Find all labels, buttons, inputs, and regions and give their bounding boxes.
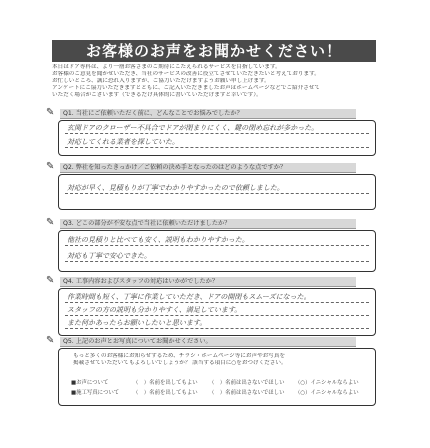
consent-choice[interactable]: （ ）名前を出してもよい	[133, 380, 198, 386]
question-2	[46, 161, 376, 210]
intro-line: お忙しいところ、誠に恐れ入りますが、ご協力いただけますようお願い申し上げます。	[52, 78, 270, 84]
consent-choice-selected[interactable]: （○）イニシャルならよい	[295, 380, 359, 386]
consent-choice[interactable]: （ ）名前を出してもよい	[133, 390, 198, 396]
question-1	[46, 107, 376, 156]
pencil-icon: ✎	[46, 161, 55, 172]
consent-row-photo	[71, 389, 367, 397]
consent-choice[interactable]: （ ）名前は出さないでほしい	[209, 390, 285, 396]
consent-item-label: ■お声について	[71, 380, 109, 386]
question-header	[46, 217, 376, 229]
intro-text	[52, 64, 376, 108]
consent-note-line: 掲載させていただいてもよろしいでしょうか？ 該当する項目に○をおつけください。	[73, 360, 287, 366]
pencil-icon: ✎	[46, 217, 55, 228]
handwritten-answer: 玄関ドアのクローザー不具合でドアが閉まりにくく、鍵の閉め忘れが多かった。	[67, 124, 319, 132]
handwritten-answer: 対応が早く、見積もりが丁寧でわかりやすかったので依頼しました。	[67, 184, 284, 192]
pencil-icon: ✎	[46, 107, 55, 118]
question-header	[46, 275, 376, 287]
question-label: Q5. 上記のお声とお写真についてお聞かせください。	[60, 337, 356, 347]
intro-line: 本日はドア専科は、より一層お客さまのご期待にこたえられるサービスを目指しています。	[52, 64, 281, 70]
question-label: Q3. どこの部分が不安な点で当社に依頼いただけましたか？	[60, 219, 356, 229]
consent-box	[58, 348, 376, 406]
question-3	[46, 217, 376, 272]
question-label: Q1. 当社にご依頼いただく前に、どんなことでお悩みでしたか？	[60, 109, 356, 119]
answer-line	[65, 147, 369, 148]
consent-note-line: もっと多くのお客様にお知らせするため、チラシ・ホームページ等にお声やお写真を	[73, 353, 286, 359]
handwritten-answer: また何かあったらお願いしたいと思います。	[67, 319, 207, 327]
answer-box	[58, 288, 376, 336]
consent-row-voice	[71, 379, 367, 387]
answer-box	[58, 174, 376, 210]
handwritten-answer: 作業時間も短く、丁寧に作業していただき、ドアの開閉もスムーズになった。	[67, 293, 311, 301]
answer-line	[65, 193, 369, 194]
form-title: お客様のお声をお聞かせください！	[52, 40, 376, 62]
handwritten-answer: 対応も丁寧で安心できた。	[67, 252, 151, 260]
handwritten-answer: スタッフの方の説明も分かりやすく、満足しています。	[67, 306, 242, 314]
answer-line	[65, 302, 369, 303]
consent-note	[73, 353, 361, 367]
pencil-icon: ✎	[46, 335, 55, 346]
intro-line: いただく場合がございます（できるだけ具体的に書いていただけますと幸いです）。	[52, 92, 262, 98]
answer-box	[58, 230, 376, 272]
question-4	[46, 275, 376, 336]
intro-line: アンケートにご協力いただきますとともに、ご記入いただきましたお声はホームページなどでご紹介させて	[52, 85, 321, 91]
pencil-icon: ✎	[46, 275, 55, 286]
handwritten-answer: 他社の見積りと比べても安く、説明もわかりやすかった。	[67, 236, 249, 244]
answer-line	[65, 133, 369, 134]
question-header	[46, 161, 376, 173]
question-5	[46, 335, 376, 406]
answer-line	[65, 261, 369, 262]
consent-choice-selected[interactable]: （○）イニシャルならよい	[295, 390, 359, 396]
intro-line: お客様のご意見を聞かせいただき、当社のサービスの改善に役立てさせていただきたいと考えております。	[52, 71, 320, 77]
consent-item-label: ■施工写真について	[71, 390, 120, 396]
answer-line	[65, 245, 369, 246]
answer-line	[65, 315, 369, 316]
consent-choice[interactable]: （ ）名前は出さないでほしい	[209, 380, 285, 386]
question-header	[46, 335, 376, 347]
question-header	[46, 107, 376, 119]
question-label: Q2. 弊社を知ったきっかけ／ご依頼の決め手となったのはどのような点ですか？	[60, 163, 356, 173]
handwritten-answer: 対応してくれる業者を探していた。	[67, 138, 179, 146]
question-label: Q4. 工事内容およびスタッフの対応はいかがでしたか？	[60, 277, 356, 287]
answer-line	[65, 328, 369, 329]
answer-box	[58, 120, 376, 156]
